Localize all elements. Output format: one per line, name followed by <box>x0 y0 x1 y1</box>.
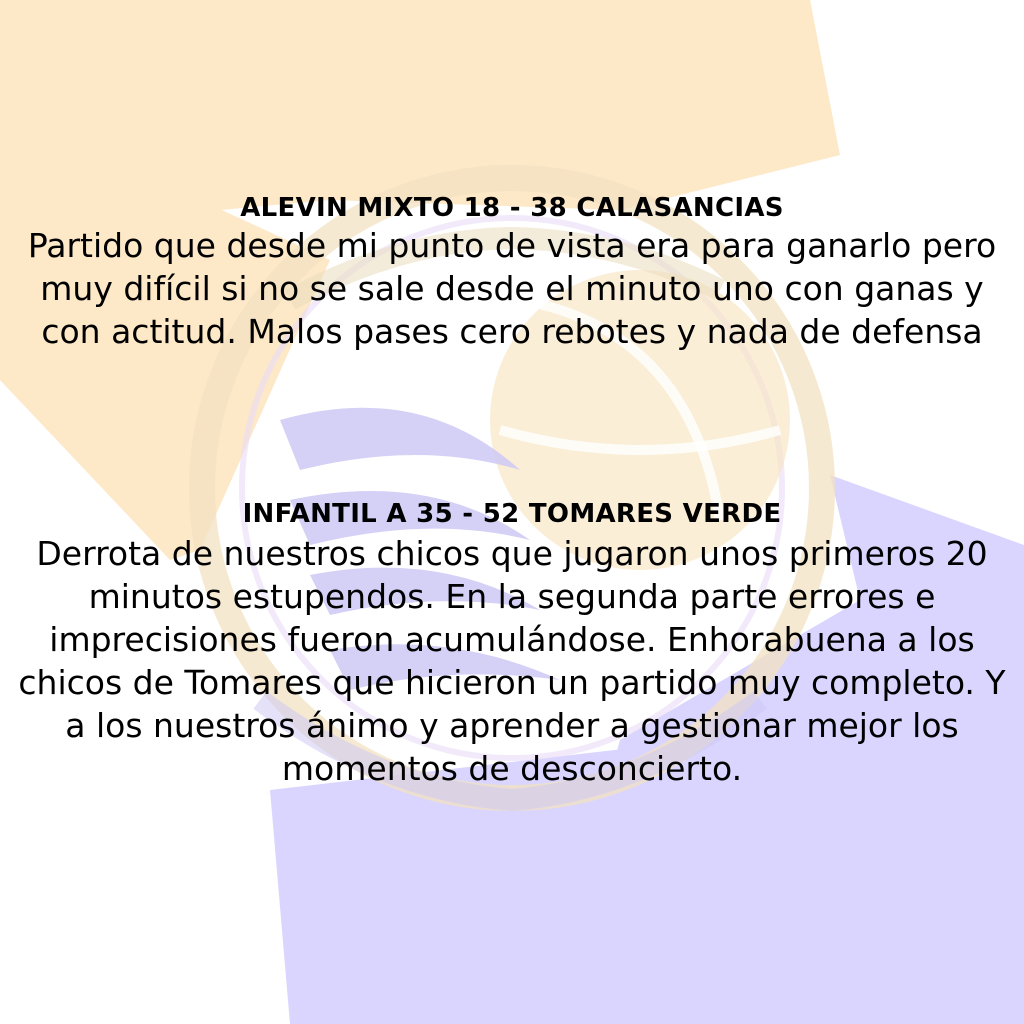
section-infantil <box>0 499 1024 790</box>
section-title: ALEVIN MIXTO 18 - 38 CALASANCIAS <box>240 193 784 223</box>
section-alevin <box>0 193 1024 353</box>
section-text: Derrota de nuestros chicos que jugaron unos primeros 20 minutos estupendos. En la segunda parte errores e imprecisiones fueron acumulándose. Enhorabuena a los chicos de Tomares que hicieron un partido muy completo. Y a los nuestros ánimo y aprender a gestionar mejor los momentos de desconcierto. <box>18 534 1006 788</box>
section-title: INFANTIL A 35 - 52 TOMARES VERDE <box>242 499 782 529</box>
section-text: Partido que desde mi punto de vista era para ganarlo pero muy difícil si no se sale desde el minuto uno con ganas y con actitud. Malos pases cero rebotes y nada de defensa <box>27 226 997 351</box>
